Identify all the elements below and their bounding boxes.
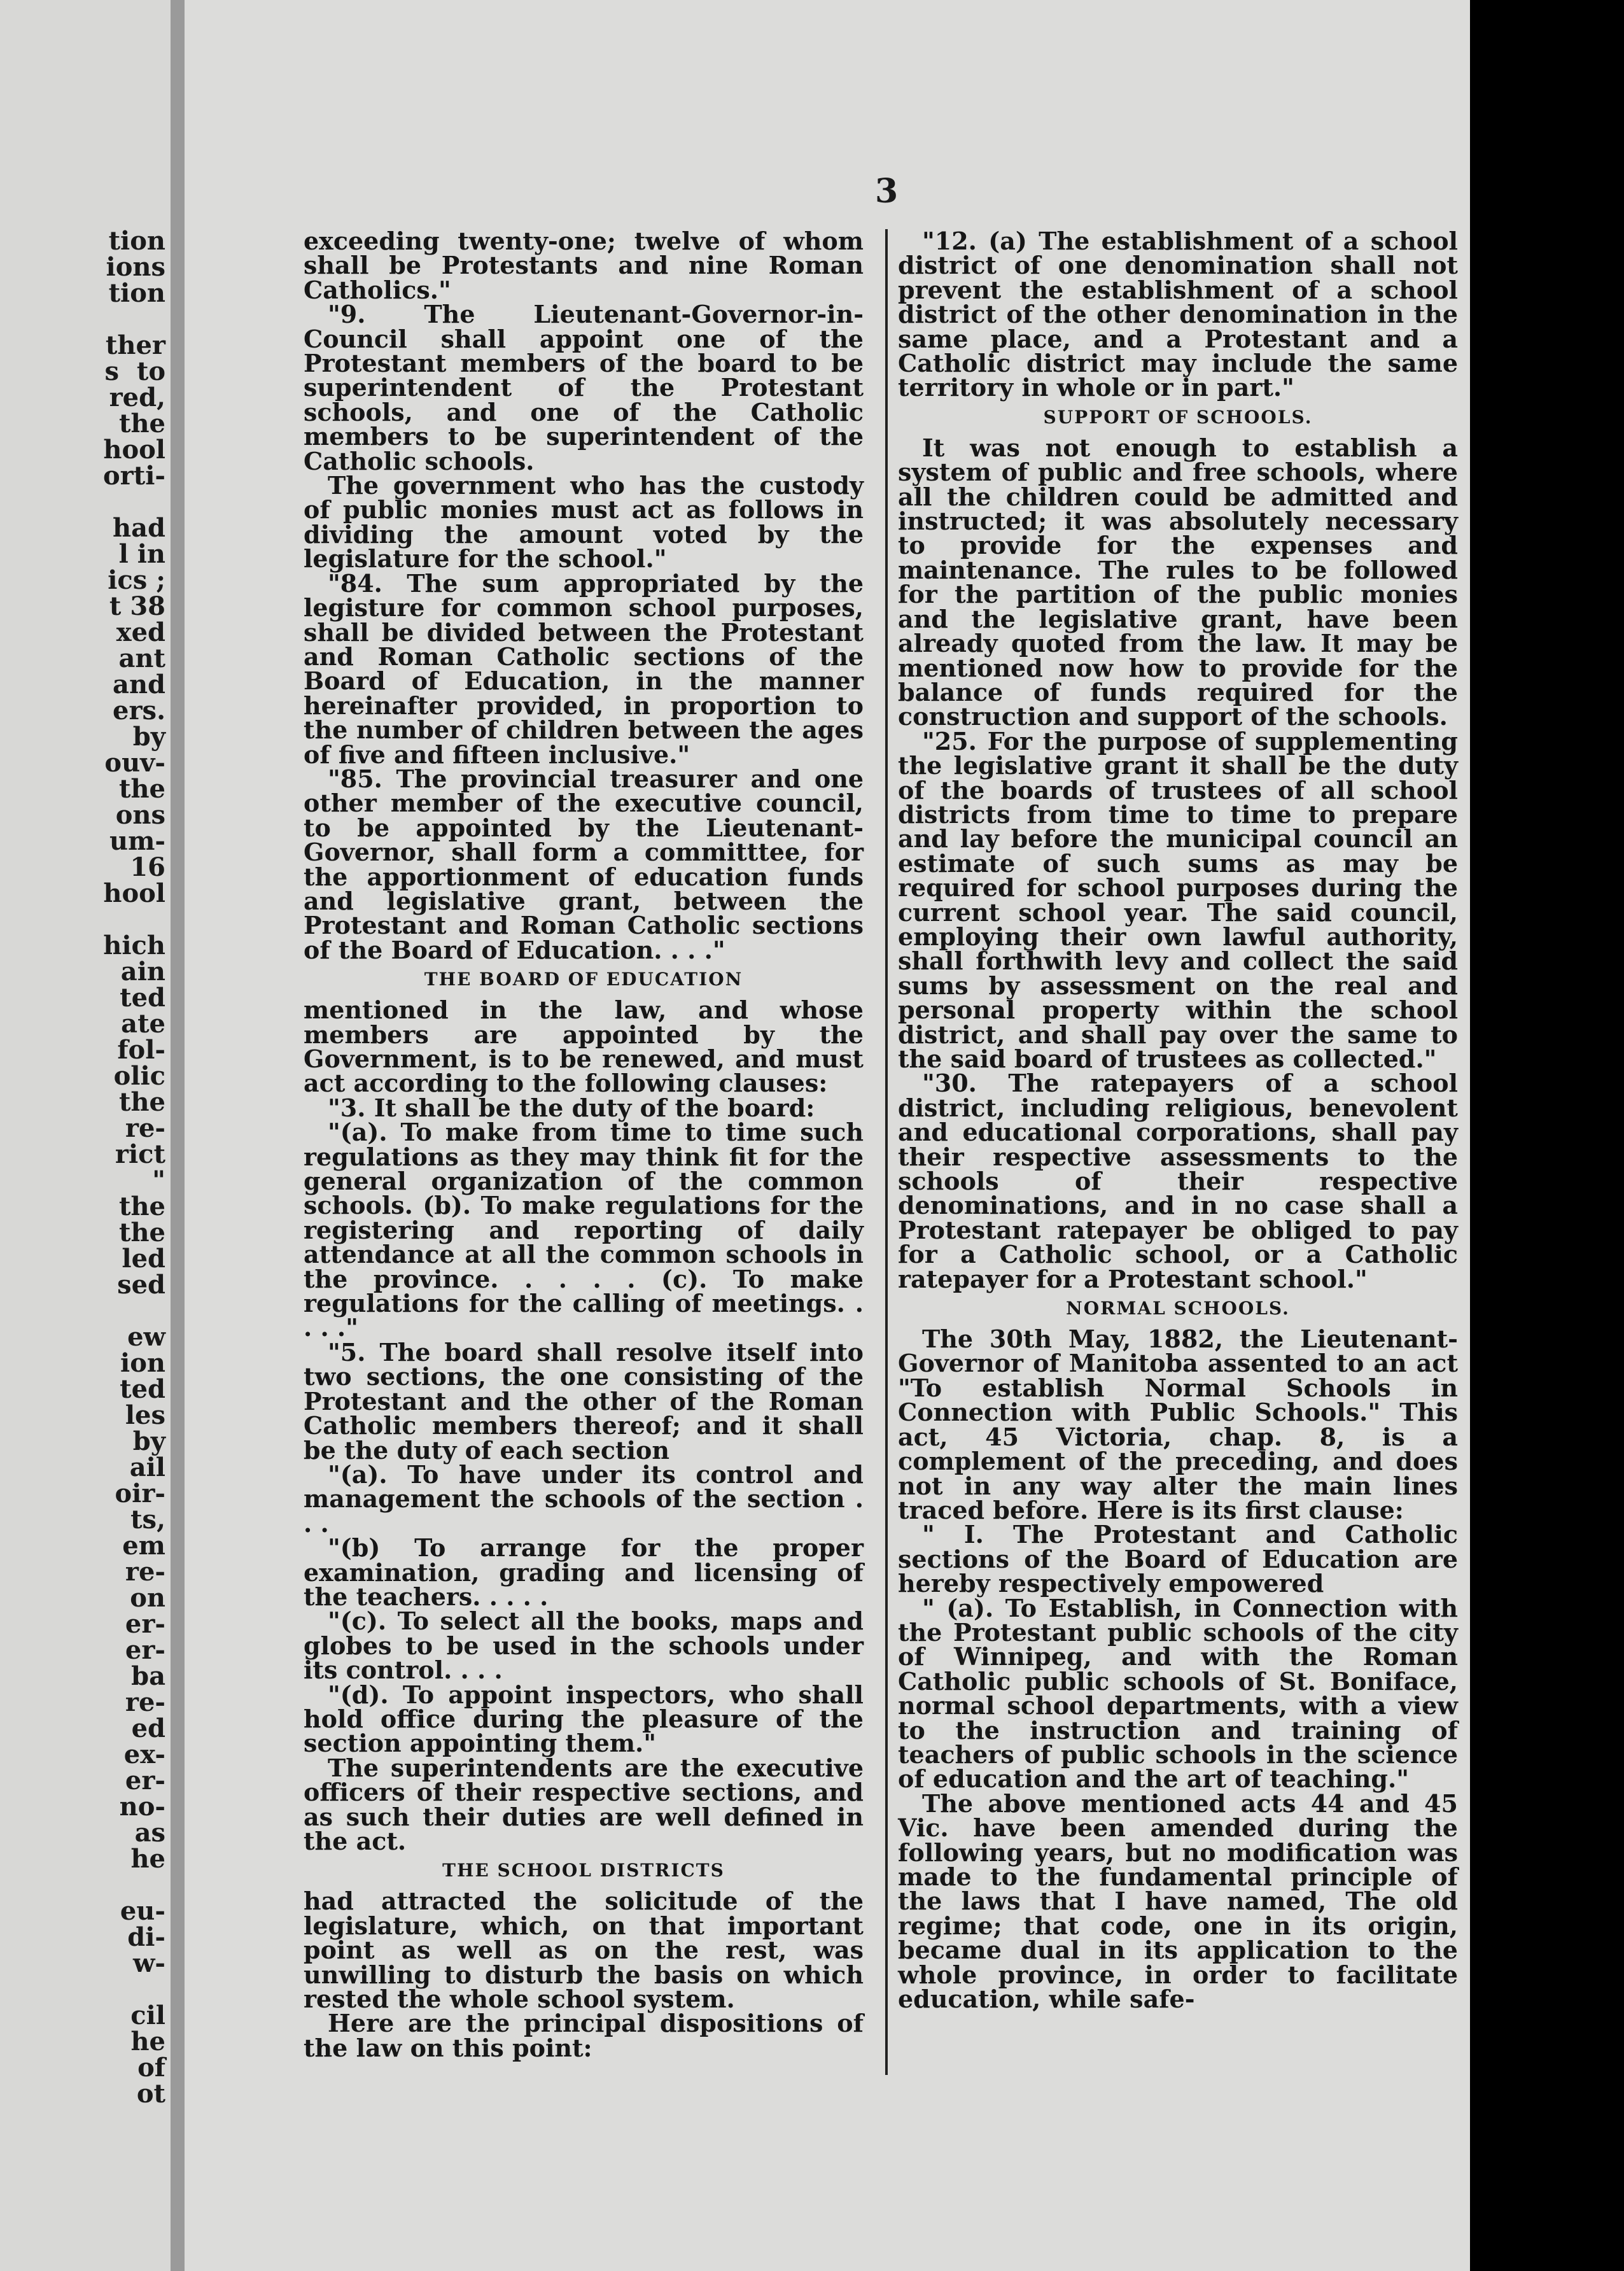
prev-page-fragment: ew — [127, 1322, 165, 1352]
prev-page-fragment: the — [118, 1192, 165, 1221]
prev-page-fragment: er- — [125, 1635, 165, 1665]
prev-page-fragment: er- — [125, 1609, 165, 1639]
prev-page-fragment: ed — [131, 1713, 165, 1743]
paragraph: "(d). To appoint inspectors, who shall hold office during the pleasure of the section appointing them." — [304, 1680, 864, 1758]
prev-page-fragment: the — [118, 774, 165, 804]
prev-page-fragment: ics ; — [108, 565, 165, 595]
prev-page-fragment: tion — [108, 226, 165, 256]
paragraph: "(a). To have under its control and management the schools of the section . . . — [304, 1459, 864, 1538]
prev-page-fragment: the — [118, 1218, 165, 1248]
paragraph: The government who has the custody of public monies must act as follows in dividing the amount voted by the legislature for the school." — [304, 471, 864, 573]
paragraph: The 30th May, 1882, the Lieutenant-Governor of Manitoba assented to an act "To establish Normal Schools in Connection with Public Schools." This act, 45 Victoria, chap. 8, is a complement of the preceding, and does not in any way alter the main lines traced before. Here is its first clause: — [898, 1325, 1458, 1524]
prev-page-fragment: xed — [116, 617, 165, 647]
prev-page-fragment: ion — [120, 1348, 165, 1378]
prev-page-fragment: cil — [130, 2000, 165, 2030]
column-divider — [885, 229, 888, 2075]
previous-page-edge — [0, 0, 171, 2271]
paragraph: "9. The Lieutenant-Governor-in-Council shall appoint one of the Protestant members of the board to be superintendent of the Protestant schools, and one of the Catholic members to be superintendent of the Catholic schools. — [304, 300, 864, 475]
prev-page-fragment: ts, — [130, 1505, 165, 1535]
paragraph: "3. It shall be the duty of the board: — [328, 1093, 815, 1122]
prev-page-fragment: hich — [103, 931, 165, 960]
section-heading: THE SCHOOL DISTRICTS — [442, 1860, 725, 1881]
prev-page-fragment: and — [113, 670, 165, 700]
prev-page-fragment: ted — [120, 983, 165, 1013]
paragraph: "5. The board shall resolve itself into two sections, the one consisting of the Protestant and the other of the Roman Catholic members thereof; and it shall be the duty of each section — [304, 1337, 864, 1465]
paragraph: "12. (a) The establishment of a school district of one denomination shall not prevent the establishment of a school district of the other denomination in the same place, and a Protestant and a Catholic district may include the same territory in whole or in part." — [898, 227, 1458, 402]
paragraph: exceeding twenty-one; twelve of whom shall be Protestants and nine Roman Catholics." — [304, 227, 864, 304]
paragraph: "84. The sum appropriated by the legisture for common school purposes, shall be divided between the Protestant and Roman Catholic sections of the Board of Education, in the manner hereinafter provided, in proportion to the number of children between the ages of five and fifteen inclusive." — [304, 568, 864, 769]
prev-page-fragment: he — [130, 1844, 165, 1874]
paragraph: "(b) To arrange for the proper examination, grading and licensing of the teachers. . . . . — [304, 1533, 864, 1611]
left-column — [304, 229, 864, 2060]
right-column — [898, 227, 1458, 2014]
paragraph: "(a). To make from time to time such regulations as they may think fit for the general organization of the common schools. (b). To make regulations for the registering and reporting of daily attendance at all the common schools in the province. . . . . (c). To make regulations for the calling of meetings. . . . ." — [304, 1118, 864, 1342]
prev-page-fragment: fol- — [117, 1035, 165, 1065]
prev-page-fragment: as — [134, 1818, 165, 1848]
prev-page-fragment: w- — [132, 1948, 165, 1978]
prev-page-fragment: ther — [105, 330, 165, 360]
prev-page-fragment: by — [132, 722, 165, 752]
paragraph: The superintendents are the executive officers of their respective sections, and as such their duties are well defined in the act. — [304, 1753, 864, 1855]
prev-page-fragment: s to — [104, 356, 165, 386]
paragraph: Here are the principal dispositions of the law on this point: — [304, 2009, 864, 2062]
paragraph: had attracted the solicitude of the legislature, which, on that important point as well as on the rest, was unwilling to disturb the basis on which rested the whole school system. — [304, 1887, 864, 2014]
prev-page-fragment: the — [118, 1087, 165, 1117]
prev-page-fragment: les — [125, 1400, 165, 1430]
paragraph: " (a). To Establish, in Connection with the Protestant public schools of the city of Winnipeg, and with the Roman Catholic public schools of St. Boniface, normal school departments, with a view to the instruction and training of teachers of public schools in the science of education and the art of teaching." — [898, 1593, 1458, 1794]
section-heading: THE BOARD OF EDUCATION — [424, 969, 743, 990]
prev-page-fragment: on — [130, 1583, 165, 1613]
prev-page-fragment: red, — [109, 383, 165, 412]
paragraph: "(c). To select all the books, maps and globes to be used in the schools under its control. . . . — [304, 1607, 864, 1685]
prev-page-fragment: hool — [103, 878, 165, 908]
prev-page-fragment: um- — [109, 826, 165, 856]
prev-page-fragment: sed — [117, 1270, 165, 1300]
paragraph: "85. The provincial treasurer and one other member of the executive council, to be appointed by the Lieutenant-Governor, shall form a committtee, for the apportionment of education funds and legislative grant, between the Protestant and Roman Catholic sections of the Board of Education. . . ." — [304, 764, 864, 964]
prev-page-fragment: led — [122, 1244, 165, 1274]
prev-page-fragment: tion — [108, 278, 165, 308]
paragraph: mentioned in the law, and whose members are appointed by the Government, is to be renewed, and must act according to the following clauses: — [304, 995, 864, 1098]
prev-page-fragment: ant — [118, 643, 165, 673]
prev-page-fragment: the — [118, 409, 165, 439]
prev-page-fragment: 16 — [130, 852, 165, 882]
prev-page-fragment: re- — [125, 1113, 165, 1143]
prev-page-fragment: di- — [127, 1922, 165, 1952]
prev-page-fragment: had — [113, 513, 165, 543]
prev-page-fragment: hool — [103, 435, 165, 465]
section-heading: SUPPORT OF SCHOOLS. — [1043, 406, 1313, 428]
section-heading: NORMAL SCHOOLS. — [1066, 1298, 1290, 1319]
prev-page-fragment: " — [152, 1165, 165, 1195]
prev-page-fragment: ouv- — [104, 748, 165, 778]
prev-page-fragment: er- — [125, 1766, 165, 1796]
prev-page-fragment: by — [132, 1426, 165, 1456]
prev-page-fragment: rict — [115, 1139, 165, 1169]
paragraph: It was not enough to establish a system of public and free schools, where all the children could be admitted and instructed; it was absolutely necessary to provide for the expenses and maintenance. The rules to be followed for the partition of the public monies and the legislative grant, have been already quoted from the law. It may be mentioned now how to provide for the balance of funds required for the construction and support of the schools. — [898, 433, 1458, 731]
paragraph: " I. The Protestant and Catholic sections of the Board of Education are hereby respectively empowered — [898, 1520, 1458, 1598]
prev-page-fragment: of — [137, 2053, 165, 2083]
prev-page-fragment: ot — [136, 2079, 165, 2109]
prev-page-fragment: ex- — [123, 1740, 165, 1769]
prev-page-fragment: ions — [106, 252, 165, 282]
prev-page-fragment: l in — [118, 539, 165, 569]
prev-page-fragment: he — [130, 2027, 165, 2057]
prev-page-fragment: t 38 — [109, 591, 165, 621]
prev-page-fragment: ate — [121, 1009, 165, 1039]
prev-page-fragment: em — [122, 1531, 165, 1561]
prev-page-fragment: ted — [120, 1374, 165, 1404]
prev-page-fragment: re- — [125, 1557, 165, 1587]
prev-page-fragment: ba — [131, 1661, 165, 1691]
prev-page-fragment: no- — [119, 1792, 165, 1822]
prev-page-fragment: ail — [129, 1452, 165, 1482]
prev-page-fragment: oir- — [115, 1479, 165, 1508]
prev-page-fragment: ain — [120, 957, 165, 987]
paragraph: "30. The ratepayers of a school district, including religious, benevolent and educational corporations, shall pay their respective assessments to the schools of their respective denominations, and in no case shall a Protestant ratepayer be obliged to pay for a Catholic school, or a Catholic ratepayer for a Protestant school." — [898, 1069, 1458, 1293]
paragraph: The above mentioned acts 44 and 45 Vic. have been amended during the following years, but no modification was made to the fundamental principle of the laws that I have named, The old regime; that code, one in its origin, became dual in its application to the whole province, in order to facilitate education, while safe- — [898, 1789, 1458, 2014]
prev-page-fragment: olic — [113, 1061, 165, 1091]
paragraph: "25. For the purpose of supplementing the legislative grant it shall be the duty of the boards of trustees of all school districts from time to time to prepare and lay before the municipal council an estimate of such sums as may be required for school purposes during the current school year. The said council, employing their own lawful authority, shall forthwith levy and collect the said sums by assessment on the real and personal property within the school district, and shall pay over the same to the said board of trustees as collected." — [898, 726, 1458, 1073]
prev-page-fragment: ons — [115, 800, 165, 830]
prev-page-fragment: eu- — [120, 1896, 165, 1926]
prev-page-fragment: re- — [125, 1687, 165, 1717]
book-gutter — [171, 0, 185, 2271]
prev-page-fragment: orti- — [102, 461, 165, 491]
page-number: 3 — [875, 172, 899, 211]
prev-page-fragment: ers. — [113, 696, 165, 726]
